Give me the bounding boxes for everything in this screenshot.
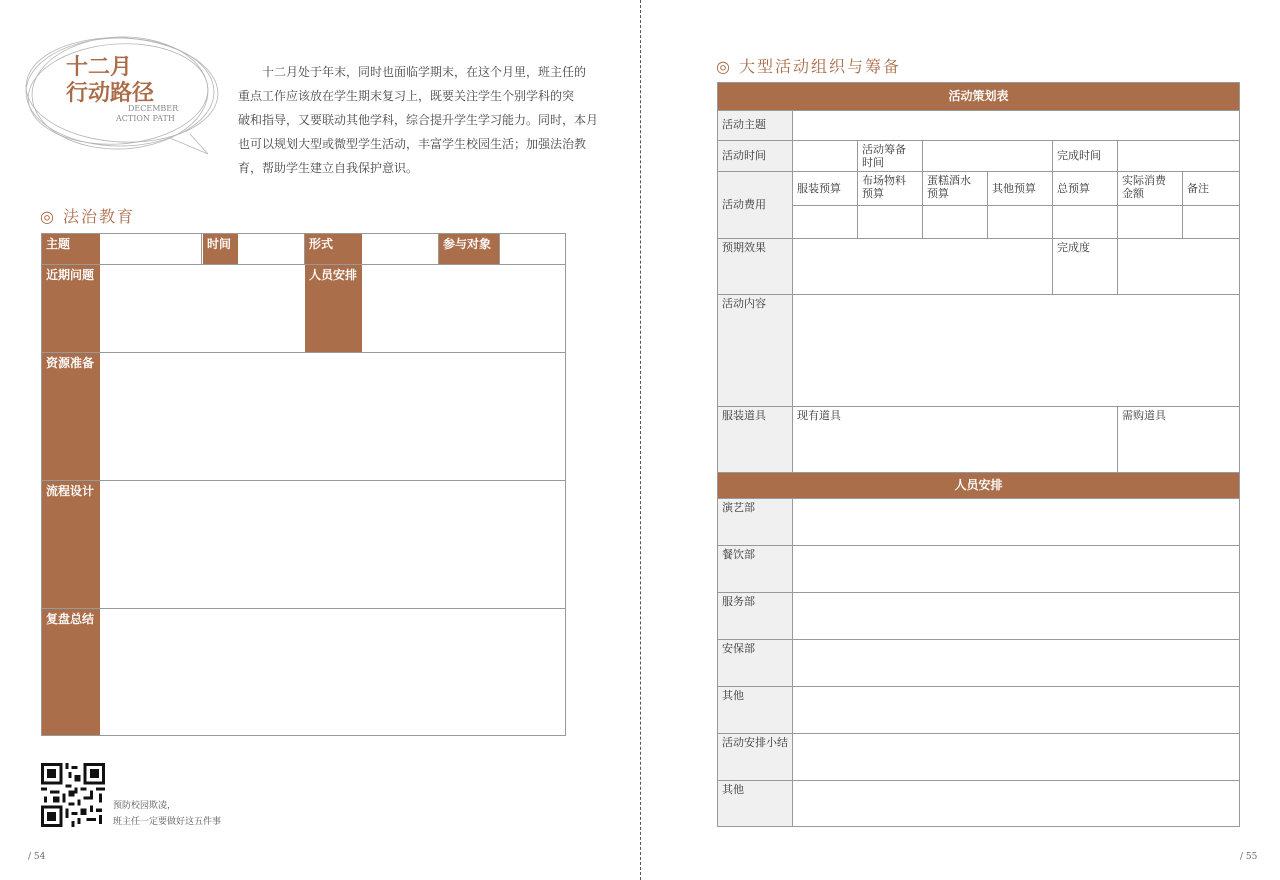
qr-caption-line2: 班主任一定要做好这五件事	[113, 817, 222, 827]
participants-field[interactable]	[499, 234, 565, 264]
activity-time-field[interactable]	[793, 141, 857, 171]
dept-performance-field[interactable]	[793, 499, 1239, 545]
resources-label: 资源准备	[42, 353, 100, 480]
section-title-legal-education: ◎ 法治教育	[40, 207, 136, 226]
arrangement-summary-field[interactable]	[793, 734, 1239, 780]
page-number-right: / 55	[1240, 852, 1258, 862]
cake-budget-label-line2: 预算	[927, 187, 949, 200]
recent-issues-label: 近期问题	[42, 265, 100, 352]
resources-field[interactable]	[100, 353, 565, 480]
event-planning-table	[717, 82, 1240, 827]
qr-caption-line1: 预防校园欺凌，	[113, 801, 177, 811]
intro-line: 育，帮助学生建立自我保护意识。	[238, 161, 419, 175]
dept-catering-field[interactable]	[793, 546, 1239, 592]
actual-cost-label-line1: 实际消费	[1122, 174, 1166, 187]
remarks-label: 备注	[1187, 182, 1209, 195]
form-field[interactable]	[362, 234, 439, 264]
dept-security-field[interactable]	[793, 640, 1239, 686]
existing-props-field[interactable]	[793, 407, 1117, 472]
dept-service-label: 服务部	[718, 593, 792, 639]
process-label: 流程设计	[42, 481, 100, 608]
time-label: 时间	[203, 234, 238, 264]
remarks-field[interactable]	[1183, 206, 1239, 238]
needed-props-field[interactable]	[1118, 407, 1239, 472]
process-field[interactable]	[100, 481, 565, 608]
staffing-label: 人员安排	[305, 265, 362, 352]
cake-budget-label-line1: 蛋糕酒水	[927, 174, 971, 187]
dept-catering-label: 餐饮部	[718, 546, 792, 592]
actual-cost-field[interactable]	[1118, 206, 1182, 238]
venue-budget-label-line2: 预算	[862, 187, 884, 200]
prep-time-label-line2: 时间	[862, 156, 884, 169]
content-label: 活动内容	[718, 295, 792, 406]
theme-field[interactable]	[793, 111, 1239, 140]
participants-label: 参与对象	[439, 234, 499, 264]
section-title-large-event: ◎ 大型活动组织与筹备	[716, 57, 902, 76]
intro-paragraph	[238, 60, 599, 180]
intro-line: 也可以规划大型或微型学生活动，丰富学生校园生活；加强法治教	[238, 137, 587, 151]
staffing-field[interactable]	[362, 265, 565, 352]
other-notes-field[interactable]	[793, 781, 1239, 826]
other-budget-label: 其他预算	[992, 182, 1036, 195]
completion-time-field[interactable]	[1118, 141, 1239, 171]
costume-budget-field[interactable]	[793, 206, 857, 238]
arrangement-summary-label: 活动安排小结	[718, 734, 792, 780]
staff-arrangement-header: 人员安排	[718, 473, 1239, 498]
topic-field[interactable]	[100, 234, 202, 264]
prep-time-field[interactable]	[923, 141, 1052, 171]
venue-budget-field[interactable]	[858, 206, 922, 238]
completion-time-label: 完成时间	[1057, 149, 1101, 162]
badge-title-line2: 行动路径	[66, 80, 155, 106]
dept-security-label: 安保部	[718, 640, 792, 686]
intro-line: 重点工作应该放在学生期末复习上，既要关注学生个别学科的突	[238, 89, 575, 103]
prep-time-label-line1: 活动筹备	[862, 143, 906, 156]
form-label: 形式	[305, 234, 362, 264]
theme-label: 活动主题	[718, 111, 792, 140]
badge-title-line1: 十二月	[66, 54, 133, 80]
venue-budget-label-line1: 布场物料	[862, 174, 906, 187]
completion-label: 完成度	[1057, 241, 1090, 254]
review-field[interactable]	[100, 609, 565, 735]
page-divider	[640, 0, 641, 880]
dept-other-label: 其他	[718, 687, 792, 733]
activity-time-label: 活动时间	[718, 141, 792, 171]
content-field[interactable]	[793, 295, 1239, 406]
actual-cost-label-line2: 金额	[1122, 187, 1144, 200]
needed-props-label: 需购道具	[1122, 409, 1166, 422]
venue-budget-label	[858, 172, 922, 205]
intro-line: 十二月处于年末，同时也面临学期末，在这个月里，班主任的	[262, 65, 587, 79]
badge-en-line2: ACTION PATH	[116, 114, 175, 123]
actual-cost-label	[1118, 172, 1182, 205]
intro-line: 破和指导，又要联动其他学科，综合提升学生学习能力。同时，本月	[238, 113, 599, 127]
cost-label: 活动费用	[718, 172, 792, 238]
page-number-left: / 54	[28, 852, 46, 862]
cake-budget-label	[923, 172, 987, 205]
recent-issues-field[interactable]	[100, 265, 305, 352]
cake-budget-field[interactable]	[923, 206, 987, 238]
badge-en-line1: DECEMBER	[128, 104, 179, 113]
legal-education-table	[41, 233, 566, 736]
prep-time-label	[858, 141, 922, 171]
total-budget-label: 总预算	[1057, 182, 1090, 195]
other-budget-field[interactable]	[988, 206, 1052, 238]
dept-performance-label: 演艺部	[718, 499, 792, 545]
costume-budget-label: 服装预算	[797, 182, 841, 195]
existing-props-label: 现有道具	[797, 409, 841, 422]
time-field[interactable]	[238, 234, 305, 264]
other-notes-label: 其他	[718, 781, 792, 826]
dept-service-field[interactable]	[793, 593, 1239, 639]
total-budget-field[interactable]	[1053, 206, 1117, 238]
completion-field[interactable]	[1118, 239, 1239, 294]
expected-effect-field[interactable]	[793, 239, 1052, 294]
expected-effect-label: 预期效果	[718, 239, 792, 294]
props-label: 服装道具	[718, 407, 792, 472]
review-label: 复盘总结	[42, 609, 100, 735]
planning-table-header: 活动策划表	[718, 83, 1239, 110]
topic-label: 主题	[42, 234, 100, 264]
qr-code-icon[interactable]	[41, 763, 105, 827]
dept-other-field[interactable]	[793, 687, 1239, 733]
